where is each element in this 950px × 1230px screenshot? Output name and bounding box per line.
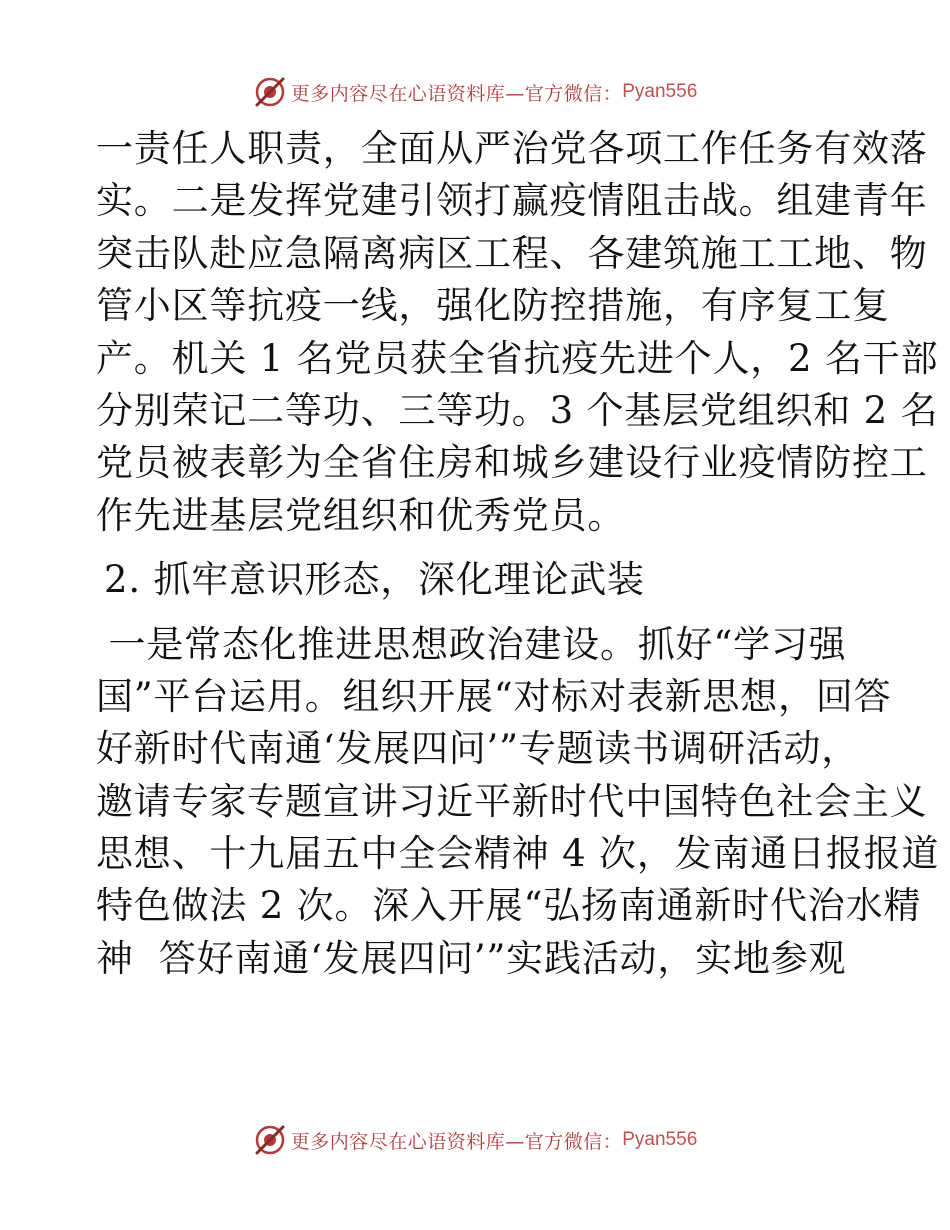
section-line: 神 答好南通‘发展四问’”实践活动，实地参观 <box>96 936 847 980</box>
watermark-handle: Pyan556 <box>622 1129 698 1150</box>
body-line: 突击队赴应急隔离病区工程、各建筑施工工地、物 <box>96 231 928 275</box>
watermark-handle: Pyan556 <box>622 81 698 102</box>
section-line: 国”平台运用。组织开展“对标对表新思想，回答 <box>96 674 892 718</box>
body-line: 分别荣记二等功、三等功。3 个基层党组织和 2 名 <box>96 388 939 432</box>
section-heading: 2. 抓牢意识形态，深化理论武装 <box>104 558 645 602</box>
section-line: 一是常态化推进思想政治建设。抓好“学习强 <box>96 622 847 666</box>
body-line: 产。机关 1 名党员获全省抗疫先进个人，2 名干部 <box>96 336 939 380</box>
body-line: 党员被表彰为全省住房和城乡建设行业疫情防控工 <box>96 441 928 485</box>
section-line: 邀请专家专题宣讲习近平新时代中国特色社会主义 <box>96 779 928 823</box>
watermark-text: 更多内容尽在心语资料库—官方微信： <box>290 82 623 105</box>
document-body <box>96 124 940 986</box>
body-line: 管小区等抗疫一线，强化防控措施，有序复工复 <box>96 284 890 328</box>
footer-watermark <box>0 1120 950 1160</box>
body-line: 实。二是发挥党建引领打赢疫情阻击战。组建青年 <box>96 179 928 223</box>
header-watermark <box>0 72 950 112</box>
section-line: 思想、十九届五中全会精神 4 次，发南通日报报道 <box>96 832 940 876</box>
section-line: 特色做法 2 次。深入开展“弘扬南通新时代治水精 <box>96 884 922 928</box>
watermark-text: 更多内容尽在心语资料库—官方微信： <box>290 1130 623 1153</box>
section-line: 好新时代南通‘发展四问’”专题读书调研活动， <box>96 727 860 771</box>
watermark-logo-icon <box>253 1123 287 1157</box>
body-line: 一责任人职责，全面从严治党各项工作任务有效落 <box>96 127 928 170</box>
body-line: 作先进基层党组织和优秀党员。 <box>96 493 626 537</box>
watermark-logo-icon <box>253 75 287 109</box>
